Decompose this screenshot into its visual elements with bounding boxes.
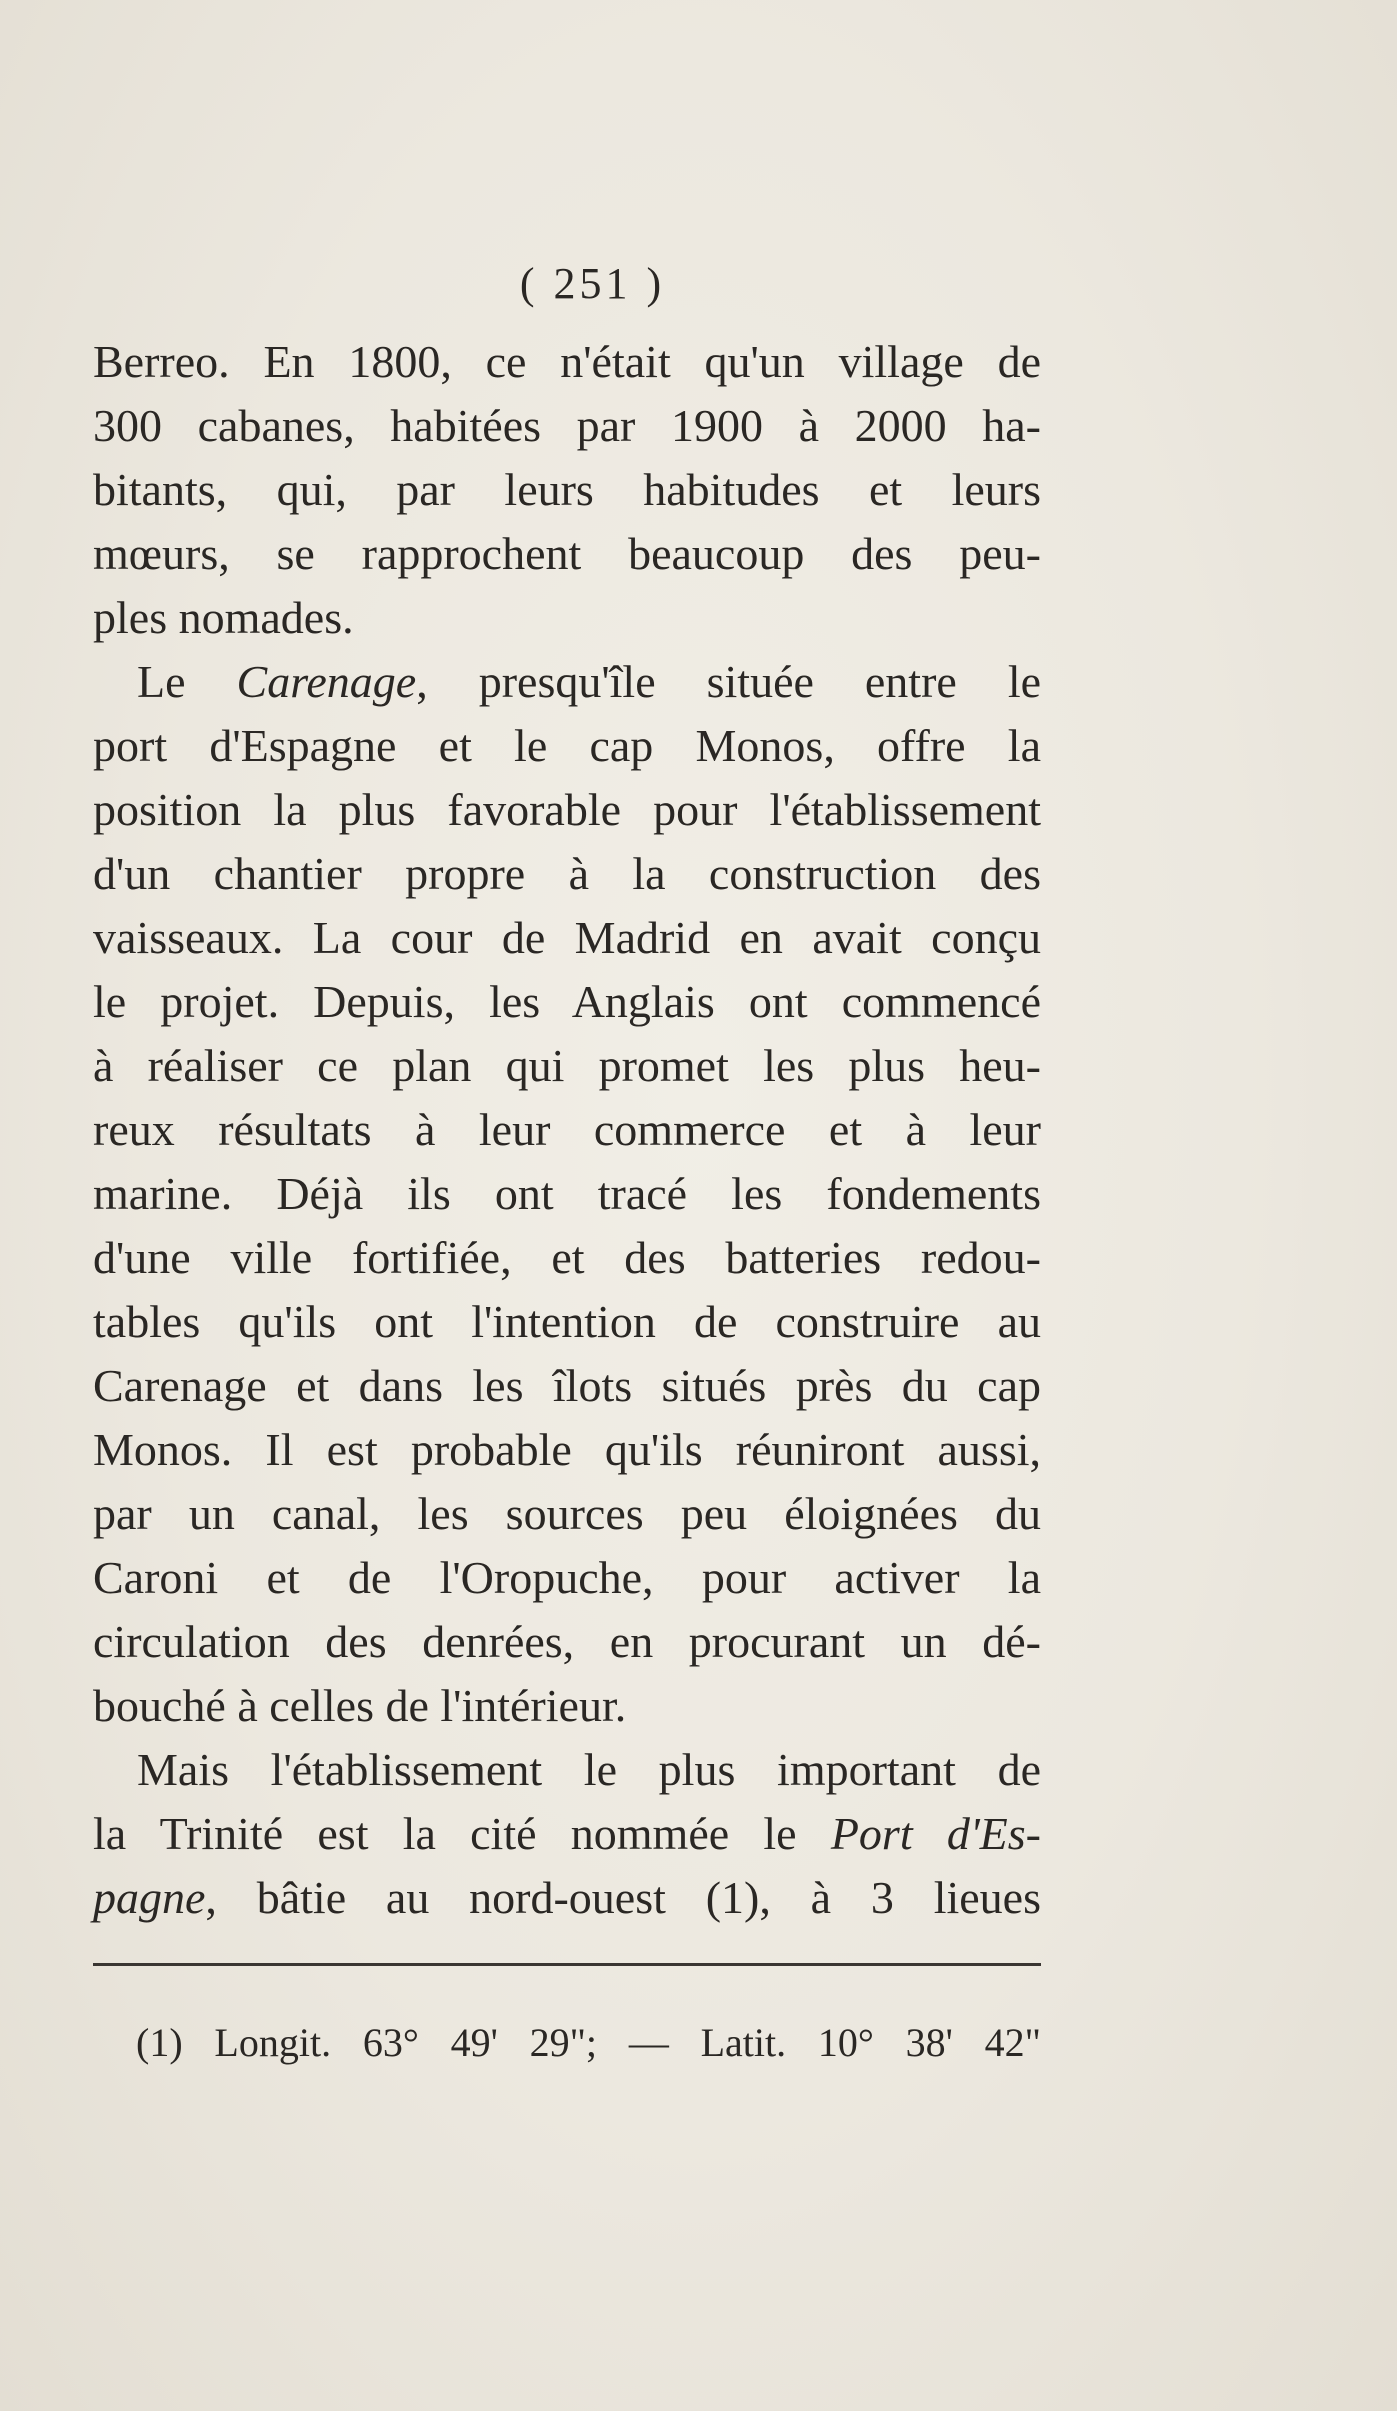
footnote: (1) Longit. 63° 49' 29"; — Latit. 10° 38' 42" [136, 2020, 1041, 2065]
body-text [93, 330, 1041, 1930]
text-line: Caroni et de l'Oropuche, pour activer la [93, 1552, 1041, 1603]
text-line: 300 cabanes, habitées par 1900 à 2000 ha- [93, 400, 1041, 451]
text-line: ples nomades. [93, 592, 354, 643]
text-line: par un canal, les sources peu éloignées du [93, 1488, 1041, 1539]
text-line: position la plus favorable pour l'établissement [93, 784, 1041, 835]
page-number: ( 251 ) [519, 259, 666, 308]
text-line: Carenage et dans les îlots situés près du cap [93, 1360, 1041, 1411]
text-line: la Trinité est la cité nommée le Port d'Es- [93, 1808, 1041, 1859]
text-line: port d'Espagne et le cap Monos, offre la [93, 720, 1041, 771]
text-line: Le Carenage, presqu'île située entre le [137, 656, 1042, 707]
text-line: circulation des denrées, en procurant un dé- [93, 1616, 1041, 1667]
text-line: reux résultats à leur commerce et à leur [93, 1104, 1041, 1155]
text-line: marine. Déjà ils ont tracé les fondements [93, 1168, 1041, 1219]
text-line: Berreo. En 1800, ce n'était qu'un village de [93, 336, 1041, 387]
text-line: le projet. Depuis, les Anglais ont commencé [93, 976, 1041, 1027]
text-line: bitants, qui, par leurs habitudes et leurs [93, 464, 1041, 515]
text-line: d'un chantier propre à la construction des [93, 848, 1041, 899]
text-line: à réaliser ce plan qui promet les plus heu- [93, 1040, 1041, 1091]
text-line: bouché à celles de l'intérieur. [93, 1680, 627, 1731]
text-line: mœurs, se rapprochent beaucoup des peu- [93, 528, 1041, 579]
text-line: Mais l'établissement le plus important de [137, 1744, 1041, 1795]
text-line: pagne, bâtie au nord-ouest (1), à 3 lieues [93, 1872, 1041, 1923]
text-line: Monos. Il est probable qu'ils réuniront aussi, [93, 1424, 1041, 1475]
text-line: vaisseaux. La cour de Madrid en avait conçu [93, 912, 1041, 963]
footnote-divider [93, 1963, 1041, 1966]
text-line: tables qu'ils ont l'intention de construire au [93, 1296, 1041, 1347]
text-line: d'une ville fortifiée, et des batteries redou- [93, 1232, 1041, 1283]
